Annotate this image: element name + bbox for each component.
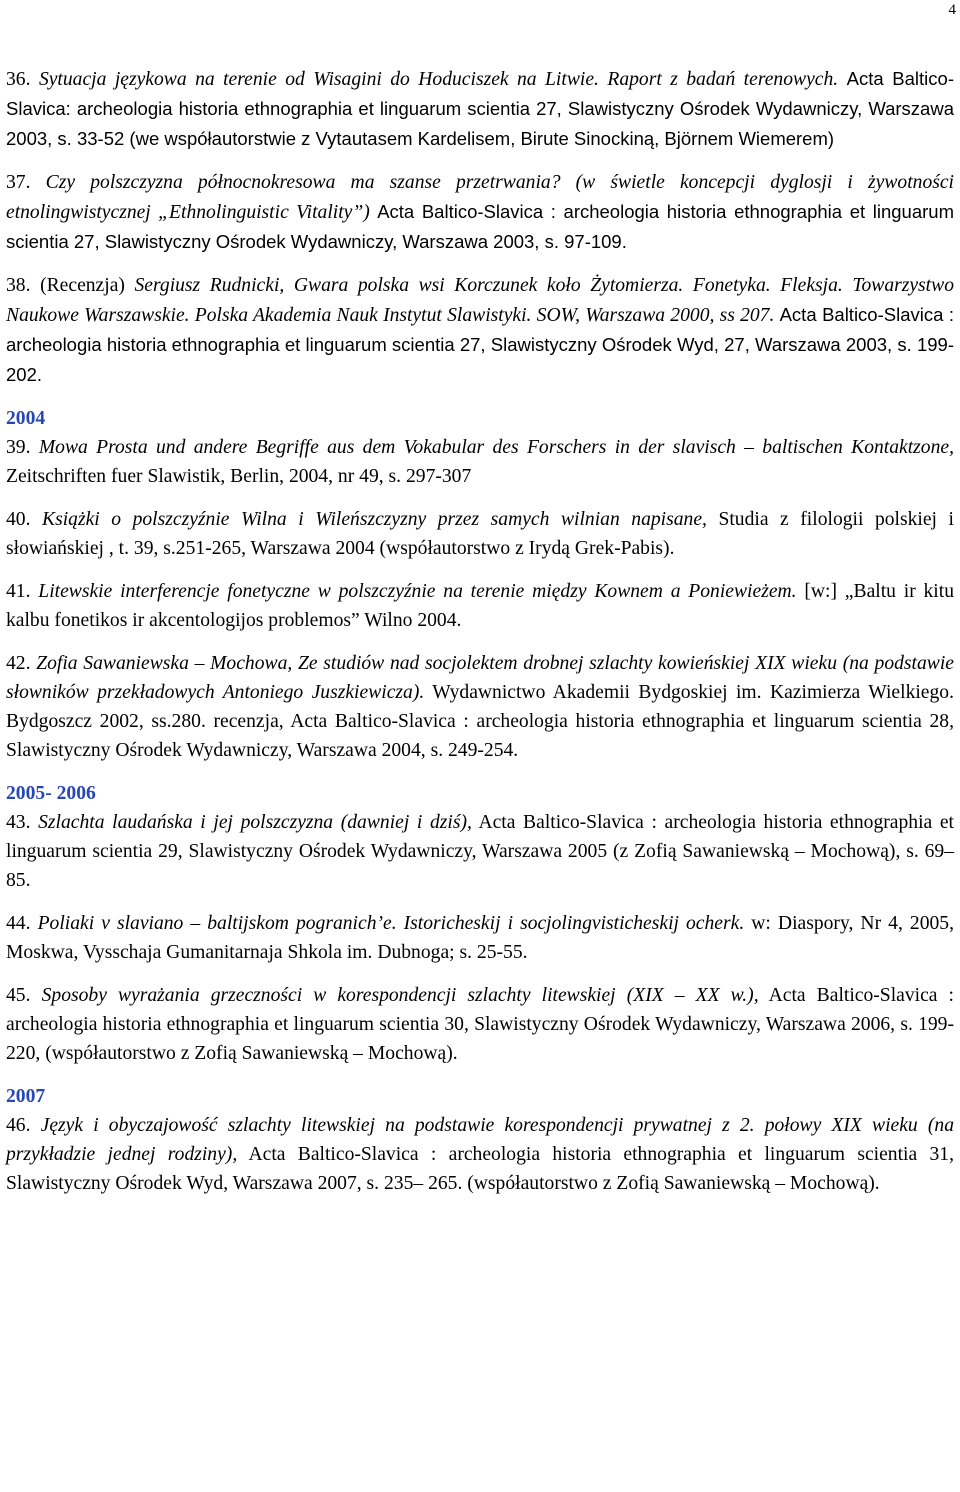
- entry-number: 43.: [6, 812, 31, 833]
- entry-title: Książki o polszczyźnie Wilna i Wileńszczyzny przez samych wilnian napisane,: [42, 509, 707, 530]
- entry-details: Studia z filologii polskiej i słowiańskiej , t. 39, s.251-265, Warszawa 2004 (współautorstwo z Irydą Grek-Pabis).: [6, 509, 954, 559]
- entry-45: [6, 981, 954, 1068]
- year-heading-2004: 2004: [6, 408, 46, 429]
- entry-41: [6, 577, 954, 635]
- entry-title: Sergiusz Rudnicki, Gwara polska wsi Korczunek koło Żytomierza. Fonetyka. Fleksja. Towarzystwo Naukowe Warszawskie. Polska Akademia Nauk Instytut Slawistyki. SOW, Warszawa 2000, ss 207.: [6, 275, 954, 326]
- entry-title: Sytuacja językowa na terenie od Wisagini do Hoduciszek na Litwie. Raport z badań terenowych.: [38, 69, 839, 90]
- entry-number: 44.: [6, 913, 31, 934]
- entry-number: 39.: [6, 437, 31, 458]
- entry-title: Czy polszczyzna północnokresowa ma szanse przetrwania? (w świetle koncepcji dyglosji i żywotności etnolingwistycznej „Ethnolinguistic Vitality”): [6, 172, 955, 223]
- entry-39: [6, 433, 954, 491]
- entry-title: Język i obyczajowość szlachty litewskiej na podstawie korespondencji prywatnej z 2. połowy XIX wieku (na przykładzie jednej rodziny),: [6, 1115, 954, 1165]
- page-number: 4: [948, 2, 956, 18]
- entry-title: Szlachta laudańska i jej polszczyzna (dawniej i dziś),: [38, 812, 472, 833]
- entry-number: 42.: [6, 653, 31, 674]
- entry-title: Zofia Sawaniewska – Mochowa, Ze studiów nad socjolektem drobnej szlachty kowieńskiej XIX wieku (na podstawie słowników przekładowych Antoniego Juszkiewicza).: [6, 653, 954, 703]
- entry-prefix: (Recenzja): [40, 275, 125, 296]
- entry-details: Wydawnictwo Akademii Bydgoskiej im. Kazimierza Wielkiego. Bydgoszcz 2002, ss.280. recenzja, Acta Baltico-Slavica : archeologia historia ethnographia et linguarum scientia 28, Slawistyczny Ośrodek Wydawniczy, Warszawa 2004, s. 249-254.: [6, 682, 954, 761]
- entry-43: [6, 808, 954, 895]
- year-heading-2007: 2007: [6, 1086, 46, 1107]
- entry-details: [w:] „Baltu ir kitu kalbu fonetikos ir akcentologijos problemos” Wilno 2004.: [6, 581, 954, 631]
- entry-38: [6, 271, 954, 390]
- entry-36: [6, 64, 954, 154]
- entry-number: 36.: [6, 69, 31, 90]
- entry-46: [6, 1111, 954, 1198]
- entry-title: Litewskie interferencje fonetyczne w polszczyźnie na terenie między Kownem a Poniewieżem.: [38, 581, 797, 602]
- entry-number: 37.: [6, 172, 31, 193]
- entry-40: [6, 505, 954, 563]
- entry-details: w: Diaspory, Nr 4, 2005, Moskwa, Vysschaja Gumanitarnaja Shkola im. Dubnoga; s. 25-55.: [6, 913, 954, 963]
- entry-details: Acta Baltico-Slavica : archeologia historia ethnographia et linguarum scientia 27, Slawistyczny Ośrodek Wydawniczy, Warszawa 2003, s. 97-109.: [6, 201, 954, 252]
- entry-42: [6, 649, 954, 765]
- entry-details: Acta Baltico-Slavica : archeologia historia ethnographia et linguarum scientia 27, Slawistyczny Ośrodek Wyd, 27, Warszawa 2003, s. 199-202.: [6, 304, 954, 385]
- entry-number: 41.: [6, 581, 31, 602]
- bibliography: [6, 64, 954, 1212]
- entry-title: Poliaki v slaviano – baltijskom pogranich’e. Istoricheskij i socjolingvisticheskij ocherk.: [37, 913, 745, 934]
- entry-details: Acta Baltico-Slavica : archeologia historia ethnographia et linguarum scientia 29, Slawistyczny Ośrodek Wydawniczy, Warszawa 2005 (z Zofią Sawaniewską – Mochową), s. 69–85.: [6, 812, 954, 891]
- entry-title: Sposoby wyrażania grzeczności w korespondencji szlachty litewskiej (XIX – XX w.),: [41, 985, 759, 1006]
- entry-details: Zeitschriften fuer Slawistik, Berlin, 2004, nr 49, s. 297-307: [6, 466, 472, 487]
- year-heading-2005-2006: 2005- 2006: [6, 783, 96, 804]
- entry-details: Acta Baltico-Slavica : archeologia historia ethnographia et linguarum scientia 31, Slawistyczny Ośrodek Wyd, Warszawa 2007, s. 235– 265. (współautorstwo z Zofią Sawaniewską – Mochową).: [6, 1144, 954, 1194]
- entry-37: [6, 168, 954, 257]
- entry-details: Acta Baltico-Slavica: archeologia historia ethnographia et linguarum scientia 27, Slawistyczny Ośrodek Wydawniczy, Warszawa 2003, s. 33-52 (we współautorstwie z Vytautasem Kardelisem, Birute Sinockiną, Björnem Wiemerem): [6, 68, 954, 149]
- entry-44: [6, 909, 954, 967]
- entry-title: Mowa Prosta und andere Begriffe aus dem Vokabular des Forschers in der slavisch – baltischen Kontaktzone,: [38, 437, 954, 458]
- entry-details: Acta Baltico-Slavica : archeologia historia ethnographia et linguarum scientia 30, Slawistyczny Ośrodek Wydawniczy, Warszawa 2006, s. 199-220, (współautorstwo z Zofią Sawaniewską – Mochową).: [6, 985, 954, 1064]
- entry-number: 45.: [6, 985, 31, 1006]
- entry-number: 38.: [6, 275, 31, 296]
- entry-number: 46.: [6, 1115, 31, 1136]
- entry-number: 40.: [6, 509, 31, 530]
